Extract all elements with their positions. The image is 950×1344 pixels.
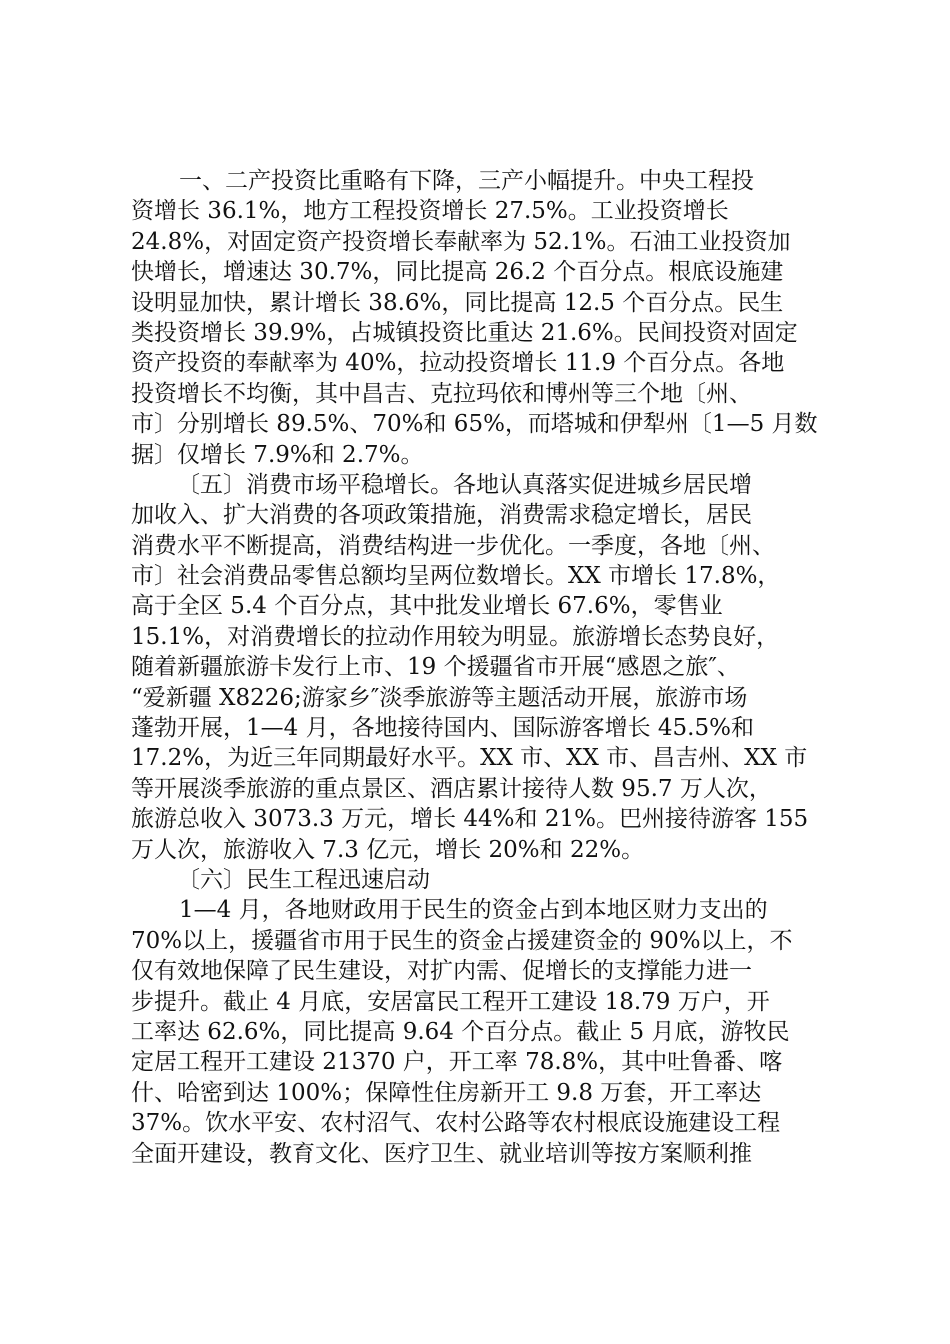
body-text xyxy=(131,166,831,1169)
text-line: “爱新疆 X8226;游家乡″淡季旅游等主题活动开展，旅游市场 xyxy=(131,684,748,711)
text-line: 37%。饮水平安、农村沼气、农村公路等农村根底设施建设工程 xyxy=(131,1110,781,1137)
text-line: 万人次，旅游收入 7.3 亿元，增长 20%和 22%。 xyxy=(131,836,645,863)
text-line: 一、二产投资比重略有下降，三产小幅提升。中央工程投 xyxy=(179,168,754,194)
text-line: 工率达 62.6%，同比提高 9.64 个百分点。截止 5 月底，游牧民 xyxy=(131,1018,790,1045)
text-line: 15.1%，对消费增长的拉动作用较为明显。旅游增长态势良好， xyxy=(131,623,780,650)
text-line: 市〕分别增长 89.5%、70%和 65%，而塔城和伊犁州〔1—5 月数 xyxy=(131,411,818,438)
text-line: 旅游总收入 3073.3 万元，增长 44%和 21%。巴州接待游客 155 xyxy=(131,806,809,833)
text-line: 24.8%，对固定资产投资增长奉献率为 52.1%。石油工业投资加 xyxy=(131,228,791,255)
text-line: 什、哈密到达 100%；保障性住房新开工 9.8 万套，开工率达 xyxy=(131,1079,762,1106)
text-line: 资产投资的奉献率为 40%，拉动投资增长 11.9 个百分点。各地 xyxy=(131,350,785,377)
text-line: 投资增长不均衡，其中昌吉、克拉玛依和博州等三个地〔州、 xyxy=(131,380,752,407)
text-line: 快增长，增速达 30.7%，同比提高 26.2 个百分点。根底设施建 xyxy=(131,259,784,286)
text-line: 市〕社会消费品零售总额均呈两位数增长。XX 市增长 17.8%， xyxy=(131,563,781,590)
text-line: 蓬勃开展，1—4 月，各地接待国内、国际游客增长 45.5%和 xyxy=(131,715,754,742)
text-line: 据〕仅增长 7.9%和 2.7%。 xyxy=(131,441,424,468)
text-line: 消费水平不断提高，消费结构进一步优化。一季度，各地〔州、 xyxy=(131,532,775,559)
text-line: 1—4 月，各地财政用于民生的资金占到本地区财力支出的 xyxy=(179,897,768,924)
text-line: 17.2%，为近三年同期最好水平。XX 市、XX 市、昌吉州、XX 市 xyxy=(131,745,808,772)
text-line: 高于全区 5.4 个百分点，其中批发业增长 67.6%，零售业 xyxy=(131,593,723,620)
section-heading: 〔六〕民生工程迅速启动 xyxy=(177,866,430,893)
section-heading-line: 〔五〕消费市场平稳增长。各地认真落实促进城乡居民增 xyxy=(177,471,752,498)
text-line: 加收入、扩大消费的各项政策措施，消费需求稳定增长，居民 xyxy=(131,502,752,529)
text-line: 定居工程开工建设 21370 户，开工率 78.8%，其中吐鲁番、喀 xyxy=(131,1049,783,1076)
text-line: 70%以上，援疆省市用于民生的资金占援建资金的 90%以上，不 xyxy=(131,927,793,954)
text-line: 资增长 36.1%，地方工程投资增长 27.5%。工业投资增长 xyxy=(131,198,729,225)
text-line: 步提升。截止 4 月底，安居富民工程开工建设 18.79 万户，开 xyxy=(131,988,770,1015)
text-line: 设明显加快，累计增长 38.6%，同比提高 12.5 个百分点。民生 xyxy=(131,289,784,316)
text-line: 等开展淡季旅游的重点景区、酒店累计接待人数 95.7 万人次， xyxy=(131,775,772,802)
text-line: 全面开建设，教育文化、医疗卫生、就业培训等按方案顺利推 xyxy=(131,1140,752,1167)
text-line: 仅有效地保障了民生建设，对扩内需、促增长的支撑能力进一 xyxy=(131,958,752,985)
text-line: 类投资增长 39.9%，占城镇投资比重达 21.6%。民间投资对固定 xyxy=(131,319,798,346)
text-line: 随着新疆旅游卡发行上市、19 个援疆省市开展“感恩之旅″、 xyxy=(131,654,740,681)
